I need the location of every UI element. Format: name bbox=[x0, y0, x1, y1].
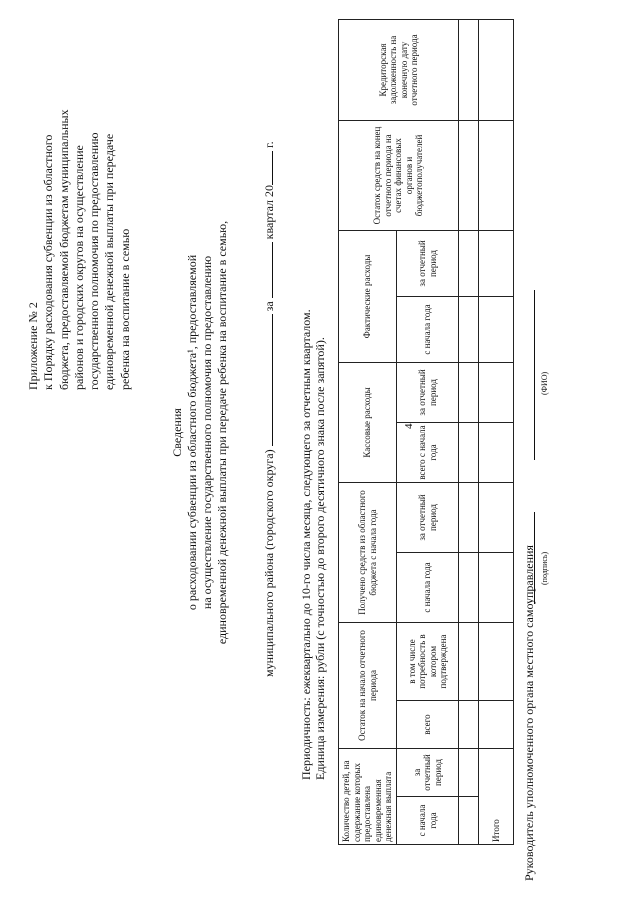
year-prefix: 20 bbox=[262, 184, 276, 197]
th-actual: Фактические расходы bbox=[339, 230, 397, 362]
table-cell bbox=[459, 797, 479, 845]
table-cell bbox=[479, 553, 514, 623]
document-title bbox=[170, 160, 230, 705]
th-balance-total: всего bbox=[397, 701, 459, 749]
table-cell bbox=[459, 19, 479, 120]
for-label: за bbox=[262, 301, 276, 312]
table-cell bbox=[479, 482, 514, 552]
table-cell bbox=[479, 230, 514, 296]
table-cell bbox=[459, 701, 479, 749]
table-cell bbox=[459, 553, 479, 623]
table-cell bbox=[459, 296, 479, 362]
page-number: 4 bbox=[403, 423, 415, 429]
table-cell bbox=[459, 230, 479, 296]
th-balance-end: Остаток средств на конец отчетного периода на счетах финансовых органов и бюджетополучателей bbox=[339, 120, 459, 230]
municipal-blank bbox=[261, 314, 273, 446]
year-blank bbox=[261, 151, 273, 185]
th-cash-year: всего с начала года bbox=[397, 422, 459, 482]
appendix-line: Приложение № 2 bbox=[26, 302, 40, 390]
title-line: единовременной денежной выплаты при передаче ребенка на воспитание в семью, bbox=[215, 220, 229, 645]
th-children-year: с начала года bbox=[397, 797, 459, 845]
table-row bbox=[459, 19, 479, 844]
report-table bbox=[338, 19, 514, 845]
appendix-line: к Порядку расходования субвенции из областного bbox=[41, 134, 56, 390]
table-cell bbox=[459, 120, 479, 230]
appendix-line: бюджета, предоставляемой бюджетам муниципальных bbox=[56, 109, 71, 390]
table-cell bbox=[459, 362, 479, 422]
table-cell bbox=[479, 296, 514, 362]
appendix-line: единовременной денежной выплаты при передаче bbox=[102, 133, 117, 390]
fio-label: (ФИО) bbox=[540, 371, 549, 395]
fio-line bbox=[528, 290, 535, 460]
units: Единица измерения: рубли (с точностью до второго десятичного знака после запятой). bbox=[313, 337, 327, 780]
table-cell bbox=[479, 701, 514, 749]
table-cell bbox=[479, 120, 514, 230]
table-cell bbox=[459, 749, 479, 797]
municipal-row bbox=[261, 141, 277, 677]
title-line: на осуществление государственного полномочия по предоставлению bbox=[200, 255, 214, 610]
appendix-block bbox=[26, 10, 133, 390]
th-actual-year: с начала года bbox=[397, 296, 459, 362]
signature-head: Руководитель уполномоченного органа местного самоуправления bbox=[522, 545, 536, 881]
year-suffix: г. bbox=[262, 141, 276, 148]
appendix-line: ребенка на воспитание в семью bbox=[117, 228, 132, 390]
table-cell bbox=[479, 362, 514, 422]
th-debt: Кредиторская задолженность на конечную дату отчетного периода bbox=[339, 19, 459, 120]
th-cash: Кассовые расходы bbox=[339, 362, 397, 482]
total-label: Итого bbox=[479, 749, 514, 845]
th-received-period: за отчетный период bbox=[397, 482, 459, 552]
th-actual-period: за отчетный период bbox=[397, 230, 459, 296]
th-received-year: с начала года bbox=[397, 553, 459, 623]
table-cell bbox=[479, 623, 514, 701]
quarter-label: квартал bbox=[262, 199, 276, 240]
periodicity: Периодичность: ежеквартально до 10-го числа месяца, следующего за отчетным кварталом. bbox=[299, 309, 313, 780]
signature-label: (подпись) bbox=[540, 551, 549, 585]
title-main: Сведения bbox=[170, 408, 184, 457]
table-cell bbox=[459, 623, 479, 701]
header-row-1 bbox=[339, 19, 397, 844]
th-balance-confirmed: в том числе потребность в котором подтверждена bbox=[397, 623, 459, 701]
table-cell bbox=[479, 422, 514, 482]
th-balance-start: Остаток на начало отчетного периода bbox=[339, 623, 397, 749]
table-cell bbox=[459, 422, 479, 482]
appendix-line: государственного полномочия по предоставлению bbox=[87, 132, 102, 390]
th-received: Получено средств из областного бюджета с начала года bbox=[339, 482, 397, 622]
signature-line bbox=[528, 512, 535, 604]
title-line: о расходовании субвенции из областного бюджета¹, предоставляемой bbox=[185, 254, 199, 611]
th-cash-period: за отчетный период bbox=[397, 362, 459, 422]
municipal-label: муниципального района (городского округа) bbox=[262, 449, 276, 677]
th-children-period: за отчетный период bbox=[397, 749, 459, 797]
table-cell bbox=[479, 19, 514, 120]
table-cell bbox=[459, 482, 479, 552]
appendix-line: районов и городских округов на осуществление bbox=[71, 145, 86, 390]
total-row bbox=[479, 19, 514, 844]
th-children: Количество детей, на содержание которых предоставлена единовременная денежная выплата bbox=[339, 749, 397, 845]
quarter-blank bbox=[261, 242, 273, 298]
